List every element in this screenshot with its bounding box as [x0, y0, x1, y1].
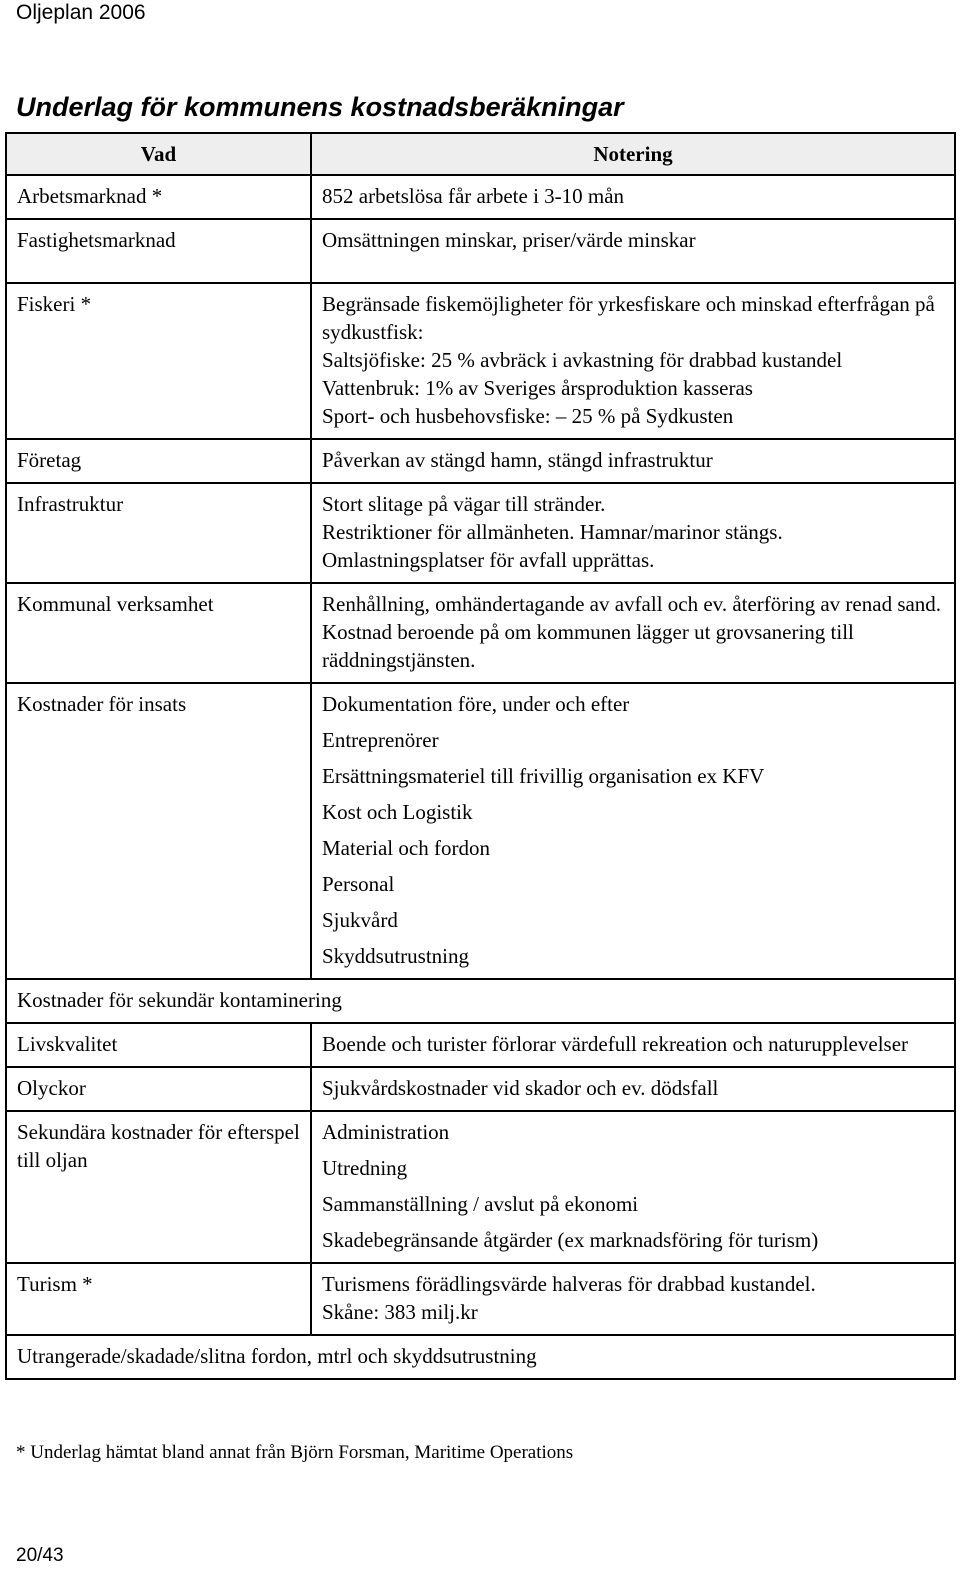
note-line: Sammanställning / avslut på ekonomi [322, 1192, 639, 1216]
row-label: Fastighetsmarknad [6, 219, 311, 283]
row-label: Kommunal verksamhet [6, 583, 311, 683]
row-label: Turism * [6, 1263, 311, 1335]
note-line: Stort slitage på vägar till stränder. [322, 492, 606, 516]
note-line: Dokumentation före, under och efter [322, 692, 630, 716]
row-label: Fiskeri * [6, 283, 311, 439]
row-note [311, 1111, 955, 1263]
table-row [6, 1263, 955, 1335]
section-title: Underlag för kommunens kostnadsberäkningar [16, 92, 624, 122]
note-line: Boende och turister förlorar värdefull rekreation och naturupplevelser [322, 1032, 909, 1056]
note-line: Renhållning, omhändertagande av avfall och ev. återföring av renad sand. Kostnad beroende på om kommunen lägger ut grovsanering till räddningstjänsten. [322, 592, 942, 672]
note-line: Omsättningen minskar, priser/värde minskar [322, 228, 696, 252]
table-row [6, 219, 955, 283]
row-label: Olyckor [6, 1067, 311, 1111]
note-line: Skåne: 383 milj.kr [322, 1300, 478, 1324]
page-number: 20/43 [16, 1545, 64, 1566]
table-row [6, 283, 955, 439]
note-line: Saltsjöfiske: 25 % avbräck i avkastning för drabbad kustandel [322, 348, 843, 372]
table-row [6, 439, 955, 483]
table-row [6, 483, 955, 583]
row-note [311, 283, 955, 439]
row-note [311, 1023, 955, 1067]
note-line: Begränsade fiskemöjligheter för yrkesfiskare och minskad efterfrågan på sydkustfisk: [322, 292, 935, 344]
row-note [311, 219, 955, 283]
note-line: Utredning [322, 1156, 408, 1180]
note-line: Ersättningsmateriel till frivillig organisation ex KFV [322, 764, 765, 788]
row-label: Livskvalitet [6, 1023, 311, 1067]
table-row [6, 1111, 955, 1263]
row-note [311, 483, 955, 583]
note-line: Sport- och husbehovsfiske: – 25 % på Sydkusten [322, 404, 734, 428]
note-line: Vattenbruk: 1% av Sveriges årsproduktion kasseras [322, 376, 753, 400]
full-width-row: Kostnader för sekundär kontaminering [6, 979, 955, 1023]
note-line: Sjukvård [322, 908, 398, 932]
note-line: Material och fordon [322, 836, 490, 860]
full-width-row: Utrangerade/skadade/slitna fordon, mtrl och skyddsutrustning [6, 1335, 955, 1379]
note-line: Administration [322, 1120, 450, 1144]
note-line: Kost och Logistik [322, 800, 473, 824]
table-row [6, 175, 955, 219]
row-label: Sekundära kostnader för efterspel till oljan [6, 1111, 311, 1263]
row-note [311, 683, 955, 979]
row-note [311, 583, 955, 683]
row-note [311, 1263, 955, 1335]
note-line: 852 arbetslösa får arbete i 3-10 mån [322, 184, 625, 208]
row-note [311, 175, 955, 219]
row-label: Arbetsmarknad * [6, 175, 311, 219]
column-header-what: Vad [6, 133, 311, 175]
note-line: Omlastningsplatser för avfall upprättas. [322, 548, 655, 572]
column-header-note: Notering [311, 133, 955, 175]
note-line: Personal [322, 872, 395, 896]
row-label: Företag [6, 439, 311, 483]
table-row [6, 583, 955, 683]
row-label: Infrastruktur [6, 483, 311, 583]
note-line: Skyddsutrustning [322, 944, 470, 968]
table-row [6, 1067, 955, 1111]
note-line: Entreprenörer [322, 728, 439, 752]
row-note [311, 439, 955, 483]
table-row [6, 1335, 955, 1379]
note-line: Restriktioner för allmänheten. Hamnar/marinor stängs. [322, 520, 783, 544]
table-row [6, 1023, 955, 1067]
cost-table [5, 132, 956, 1380]
footnote: * Underlag hämtat bland annat från Björn Forsman, Maritime Operations [16, 1442, 574, 1463]
note-line: Skadebegränsande åtgärder (ex marknadsföring för turism) [322, 1228, 819, 1252]
table-row [6, 979, 955, 1023]
table-header-row [6, 133, 955, 175]
row-note [311, 1067, 955, 1111]
row-label: Kostnader för insats [6, 683, 311, 979]
document-header-title: Oljeplan 2006 [16, 1, 146, 24]
note-line: Påverkan av stängd hamn, stängd infrastruktur [322, 448, 713, 472]
note-line: Sjukvårdskostnader vid skador och ev. dödsfall [322, 1076, 719, 1100]
table-row [6, 683, 955, 979]
note-line: Turismens förädlingsvärde halveras för drabbad kustandel. [322, 1272, 816, 1296]
